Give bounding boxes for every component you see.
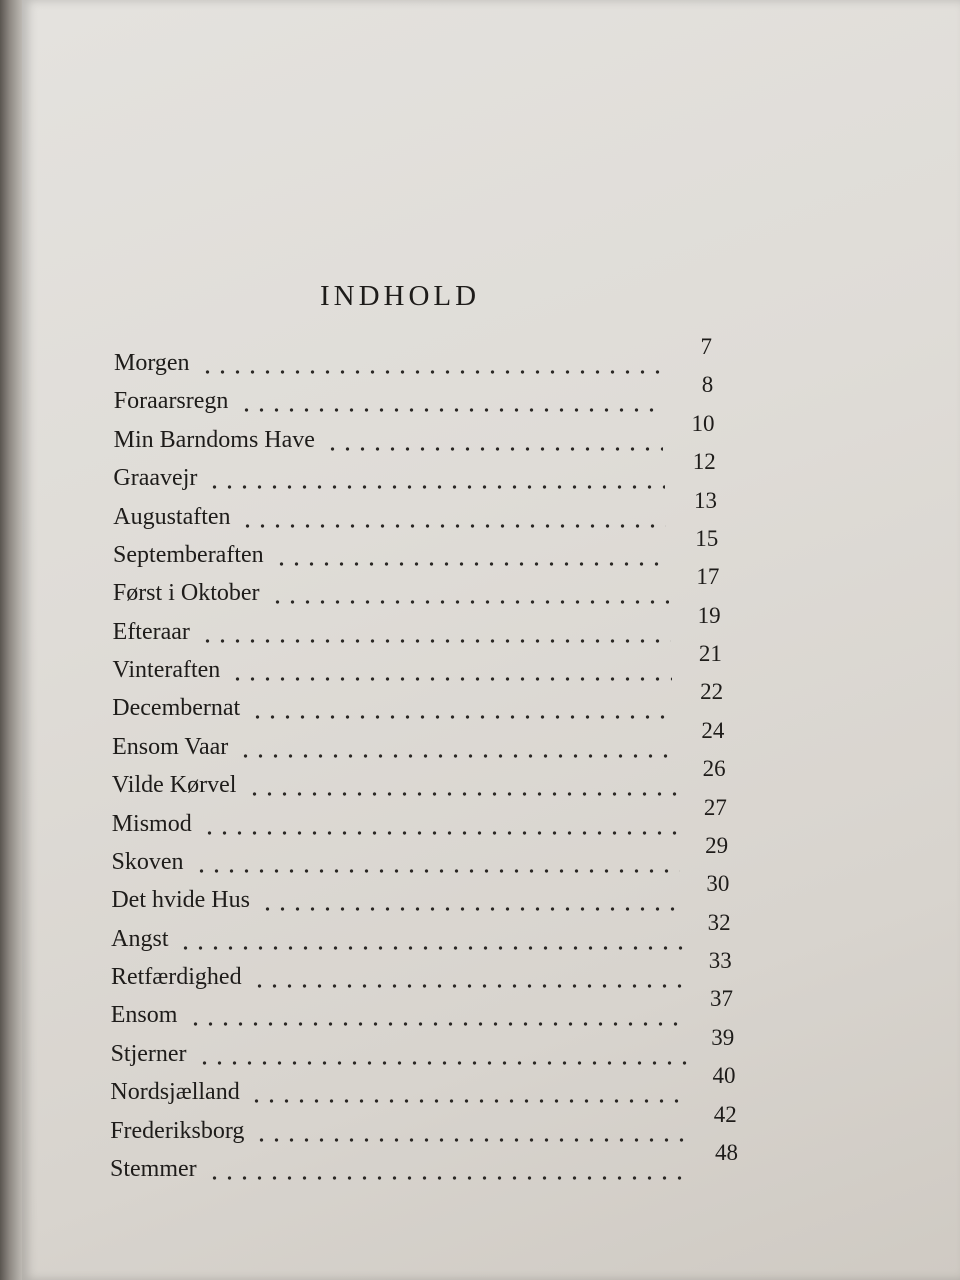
toc-entry-page-number: 32 (707, 909, 731, 935)
toc-entry-title: Skoven (111, 848, 184, 875)
toc-entry-title: Først i Oktober (112, 580, 260, 607)
toc-entry-page-number: 12 (692, 449, 716, 475)
page-title: INDHOLD (320, 280, 481, 312)
toc-entry-title: Morgen (114, 350, 190, 376)
toc-entry (0, 449, 960, 501)
toc-entry-title: Retfærdighed (110, 964, 242, 991)
toc-leader-dots (197, 1041, 687, 1071)
toc-entry (0, 487, 960, 540)
toc-entry-title: Efteraar (112, 618, 190, 645)
toc-entry-title: Vinteraften (112, 657, 221, 684)
toc-entry (0, 679, 960, 731)
toc-leader-dots (207, 465, 665, 495)
toc-entry (0, 871, 960, 923)
toc-entry (0, 410, 960, 463)
toc-leader-dots (238, 734, 675, 764)
toc-entry-page-number: 37 (710, 986, 734, 1012)
toc-entry-title: Mismod (111, 810, 192, 837)
toc-leader-dots (200, 619, 671, 649)
toc-entry-page-number: 17 (696, 564, 720, 590)
toc-entry-page-number: 48 (715, 1140, 738, 1165)
toc-leader-dots (247, 772, 677, 802)
toc-entry-page-number: 15 (695, 525, 719, 551)
toc-entry-title: Nordsjælland (110, 1079, 240, 1106)
toc-entry-title: Vilde Kørvel (111, 772, 237, 799)
toc-leader-dots (202, 811, 678, 841)
toc-entry (0, 717, 960, 770)
toc-entry (0, 564, 960, 616)
toc-leader-dots (270, 580, 669, 610)
toc-entry-page-number: 42 (713, 1101, 737, 1127)
toc-entry-page-number: 27 (703, 794, 727, 820)
toc-leader-dots (230, 657, 672, 687)
toc-entry-page-number: 21 (698, 641, 722, 667)
toc-leader-dots (254, 1118, 690, 1148)
toc-entry-title: Foraarsregn (113, 388, 229, 415)
toc-entry-page-number: 19 (697, 602, 721, 628)
toc-entry (0, 1101, 960, 1154)
toc-entry-page-number: 13 (693, 487, 717, 513)
toc-entry-page-number: 33 (708, 948, 732, 974)
toc-leader-dots (252, 964, 684, 994)
toc-entry-page-number: 26 (702, 756, 726, 782)
toc-entry (0, 525, 960, 578)
toc-leader-dots (194, 849, 680, 879)
toc-entry (0, 1140, 960, 1192)
toc-entry (0, 794, 960, 847)
toc-entry-page-number: 39 (711, 1024, 735, 1050)
toc-leader-dots (178, 926, 683, 956)
toc-entry-title: Ensom (110, 1002, 178, 1029)
toc-entry-title: Stjerner (110, 1040, 187, 1067)
toc-entry-title: Ensom Vaar (112, 733, 229, 760)
toc-entry-title: Decembernat (112, 695, 241, 722)
toc-leader-dots (240, 504, 666, 534)
toc-entry-title: Augustaften (113, 503, 231, 530)
toc-entry-page-number: 8 (701, 372, 714, 398)
toc-leader-dots (260, 887, 681, 917)
toc-entry (0, 602, 960, 655)
toc-leader-dots (239, 388, 662, 418)
toc-entry-title: Septemberaften (113, 541, 264, 568)
toc-leader-dots (249, 1079, 689, 1109)
toc-entry (0, 756, 960, 808)
toc-entry-page-number: 29 (705, 832, 729, 858)
toc-leader-dots (325, 427, 663, 457)
toc-entry-page-number: 30 (706, 871, 730, 897)
toc-entry-title: Frederiksborg (110, 1117, 245, 1144)
toc-entry-page-number: 22 (700, 679, 724, 705)
toc-entry-page-number: 40 (712, 1063, 736, 1089)
toc-entry (0, 1024, 960, 1077)
toc-entry (0, 832, 960, 885)
toc-entry-page-number: 24 (701, 717, 725, 743)
toc-entry (0, 1063, 960, 1115)
toc-entry (0, 372, 960, 424)
toc-entry-title: Min Barndoms Have (113, 426, 315, 453)
toc-leader-dots (250, 695, 674, 725)
toc-entry-title: Stemmer (110, 1156, 197, 1182)
toc-entry (0, 986, 960, 1038)
toc-leader-dots (207, 1156, 692, 1186)
toc-entry-title: Det hvide Hus (111, 887, 250, 914)
toc-leader-dots (200, 350, 660, 380)
toc-entry-title: Angst (111, 925, 169, 952)
toc-leader-dots (274, 542, 668, 572)
toc-entry (0, 641, 960, 693)
toc-entry (0, 909, 960, 962)
toc-entry-page-number: 10 (691, 410, 715, 436)
toc-entry-title: Graavejr (113, 465, 198, 492)
toc-leader-dots (188, 1002, 686, 1032)
toc-entry (0, 948, 960, 1000)
toc-entry (0, 334, 960, 386)
toc-entry-page-number: 7 (700, 334, 712, 359)
